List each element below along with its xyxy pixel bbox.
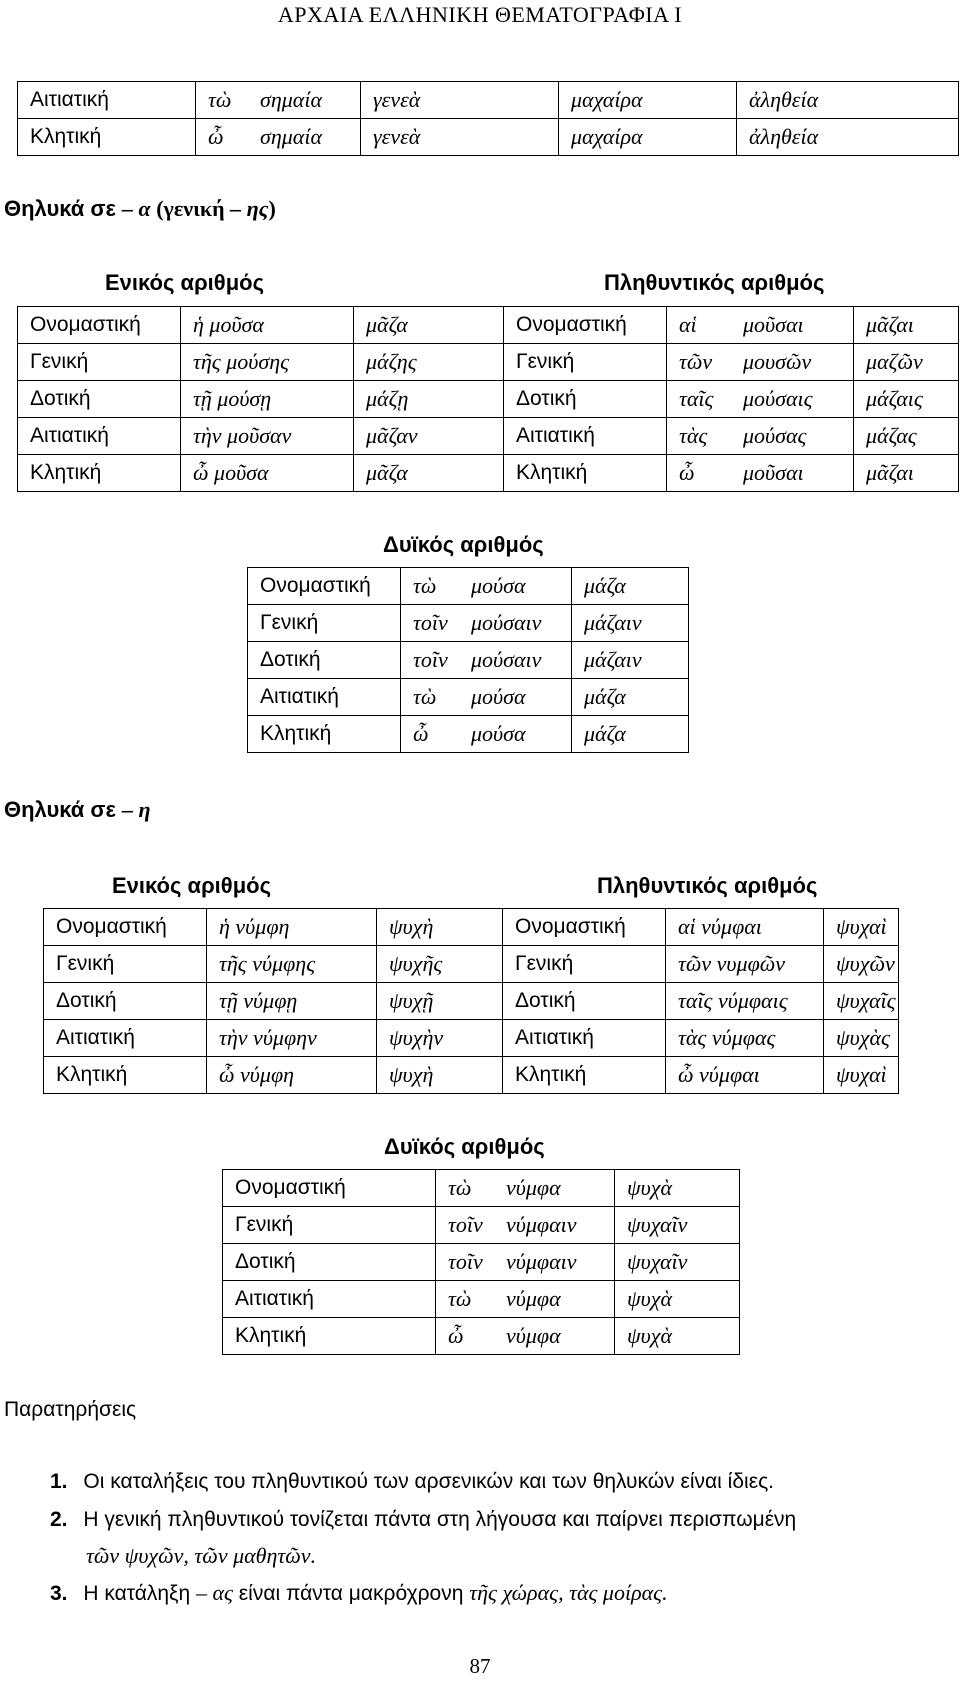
word-cell: μοῦσαι: [731, 307, 854, 344]
word-cell: ψυχαῖς: [824, 983, 899, 1020]
article: τοῖν: [436, 1207, 501, 1244]
word-cell: ψυχῶν: [824, 946, 899, 983]
case-label: Ονομαστική: [504, 307, 667, 344]
plural-label: Πληθυντικός αριθμός: [597, 873, 818, 898]
word-cell: μάζαιν: [572, 642, 689, 679]
word-cell: ἡ νύμφη: [207, 909, 377, 946]
word-cell: τῆς μούσης: [181, 344, 354, 381]
word-cell: τῇ μούσῃ: [181, 381, 354, 418]
table-row: [248, 642, 689, 679]
table-row: [44, 1057, 899, 1094]
word-cell: μαχαίρα: [559, 82, 737, 119]
case-label: Ονομαστική: [223, 1170, 436, 1207]
case-label: Αιτιατική: [44, 1020, 207, 1057]
eta-declension-table: [43, 908, 899, 1094]
article: ὦ: [401, 716, 466, 753]
table-row: [18, 119, 959, 156]
eta-dual-table: [222, 1169, 740, 1355]
case-label: Γενική: [503, 946, 666, 983]
table-row: [248, 716, 689, 753]
article: τοῖν: [401, 642, 466, 679]
word-cell: ὦ νύμφη: [207, 1057, 377, 1094]
case-label: Αιτιατική: [18, 82, 196, 119]
dual-label: Δυϊκός αριθμός: [384, 1134, 545, 1159]
word-cell: ψυχὴν: [377, 1020, 503, 1057]
case-label: Δοτική: [44, 983, 207, 1020]
article: τὼ: [436, 1170, 501, 1207]
table-row: [248, 568, 689, 605]
page-number: 87: [469, 1654, 491, 1678]
plural-label: Πληθυντικός αριθμός: [604, 270, 825, 295]
word-cell: μᾶζα: [354, 455, 504, 492]
case-label: Αιτιατική: [248, 679, 401, 716]
case-label: Δοτική: [18, 381, 181, 418]
word-cell: ψυχαὶ: [824, 909, 899, 946]
case-label: Δοτική: [248, 642, 401, 679]
word-cell: μάζαιν: [572, 605, 689, 642]
case-label: Δοτική: [504, 381, 667, 418]
table-row: [223, 1170, 740, 1207]
case-label: Κλητική: [223, 1318, 436, 1355]
case-label: Ονομαστική: [248, 568, 401, 605]
note-3: 3. Η κατάληξη – ας είναι πάντα μακρόχρονη τῆς χώρας, τὰς μοίρας.: [50, 1580, 668, 1605]
case-label: Γενική: [223, 1207, 436, 1244]
case-label: Ονομαστική: [18, 307, 181, 344]
table-row: [223, 1281, 740, 1318]
word-cell: ψυχὴ: [377, 909, 503, 946]
table-row: [18, 418, 959, 455]
table-row: [44, 909, 899, 946]
table-row: [18, 455, 959, 492]
word-cell: ψυχῇ: [377, 983, 503, 1020]
word-cell: ψυχαῖν: [615, 1207, 740, 1244]
case-label: Αιτιατική: [504, 418, 667, 455]
article: ὦ: [196, 119, 249, 156]
word-cell: γενεὰ: [361, 82, 559, 119]
word-cell: μάζαις: [854, 381, 959, 418]
table-row: [44, 946, 899, 983]
word-cell: ὦ μοῦσα: [181, 455, 354, 492]
table-row: [44, 983, 899, 1020]
word-cell: μάζα: [572, 568, 689, 605]
case-label: Κλητική: [504, 455, 667, 492]
note-2: 2. Η γενική πληθυντικού τονίζεται πάντα στη λήγουσα και παίρνει περισπωμένη: [50, 1508, 797, 1531]
word-cell: τὰς νύμφας: [666, 1020, 824, 1057]
word-cell: μᾶζαι: [854, 307, 959, 344]
case-label: Αιτιατική: [18, 418, 181, 455]
table-row: [18, 307, 959, 344]
article: τὼ: [196, 82, 249, 119]
word-cell: νύμφα: [500, 1170, 615, 1207]
article: τὼ: [436, 1281, 501, 1318]
page-header: ΑΡΧΑΙΑ ΕΛΛΗΝΙΚΗ ΘΕΜΑΤΟΓΡΑΦΙΑ Ι: [277, 2, 683, 27]
case-label: Γενική: [18, 344, 181, 381]
word-cell: ὦ νύμφαι: [666, 1057, 824, 1094]
case-label: Κλητική: [44, 1057, 207, 1094]
word-cell: ψυχὰ: [615, 1318, 740, 1355]
word-cell: μάζης: [354, 344, 504, 381]
table-row: [223, 1318, 740, 1355]
note-2-example: τῶν ψυχῶν, τῶν μαθητῶν.: [86, 1543, 317, 1568]
word-cell: γενεὰ: [361, 119, 559, 156]
word-cell: ψυχαῖν: [615, 1244, 740, 1281]
case-label: Κλητική: [503, 1057, 666, 1094]
word-cell: ψυχῆς: [377, 946, 503, 983]
article: τὼ: [401, 568, 466, 605]
word-cell: μούσαις: [731, 381, 854, 418]
word-cell: σημαία: [248, 119, 361, 156]
word-cell: ψυχὰς: [824, 1020, 899, 1057]
article: τοῖν: [401, 605, 466, 642]
word-cell: μουσῶν: [731, 344, 854, 381]
word-cell: μάζῃ: [354, 381, 504, 418]
case-label: Γενική: [504, 344, 667, 381]
case-label: Κλητική: [248, 716, 401, 753]
word-cell: τῇ νύμφῃ: [207, 983, 377, 1020]
word-cell: μούσα: [465, 568, 572, 605]
word-cell: νύμφα: [500, 1281, 615, 1318]
word-cell: μούσα: [465, 679, 572, 716]
table-row: [18, 381, 959, 418]
word-cell: ψυχὰ: [615, 1170, 740, 1207]
alpha-dual-table: [247, 567, 689, 753]
table-row: [18, 82, 959, 119]
word-cell: μούσαιν: [465, 605, 572, 642]
case-label: Κλητική: [18, 455, 181, 492]
word-cell: μάζα: [572, 716, 689, 753]
article: τῶν: [667, 344, 732, 381]
article: τοῖν: [436, 1244, 501, 1281]
section-title-eta: Θηλυκά σε – η: [4, 797, 151, 822]
article: ὦ: [667, 455, 732, 492]
case-label: Δοτική: [223, 1244, 436, 1281]
dual-label: Δυϊκός αριθμός: [383, 532, 544, 557]
case-label: Κλητική: [18, 119, 196, 156]
word-cell: μᾶζαν: [354, 418, 504, 455]
article: ταῖς: [667, 381, 732, 418]
word-cell: μούσαιν: [465, 642, 572, 679]
case-label: Ονομαστική: [503, 909, 666, 946]
case-label: Ονομαστική: [44, 909, 207, 946]
case-label: Γενική: [248, 605, 401, 642]
word-cell: νύμφαιν: [500, 1207, 615, 1244]
word-cell: τῶν νυμφῶν: [666, 946, 824, 983]
word-cell: ἀληθεία: [737, 82, 959, 119]
word-cell: ἡ μοῦσα: [181, 307, 354, 344]
word-cell: μούσας: [731, 418, 854, 455]
word-cell: μούσα: [465, 716, 572, 753]
word-cell: αἱ νύμφαι: [666, 909, 824, 946]
word-cell: μαχαίρα: [559, 119, 737, 156]
case-label: Γενική: [44, 946, 207, 983]
top-declension-table: [17, 81, 959, 156]
case-label: Δοτική: [503, 983, 666, 1020]
word-cell: τὴν νύμφην: [207, 1020, 377, 1057]
table-row: [223, 1207, 740, 1244]
word-cell: σημαία: [248, 82, 361, 119]
word-cell: μάζας: [854, 418, 959, 455]
word-cell: νύμφα: [500, 1318, 615, 1355]
table-row: [248, 605, 689, 642]
word-cell: τὴν μοῦσαν: [181, 418, 354, 455]
word-cell: ψυχαὶ: [824, 1057, 899, 1094]
word-cell: μοῦσαι: [731, 455, 854, 492]
article: αἱ: [667, 307, 732, 344]
word-cell: μᾶζαι: [854, 455, 959, 492]
article: ὦ: [436, 1318, 501, 1355]
table-row: [44, 1020, 899, 1057]
table-row: [223, 1244, 740, 1281]
case-label: Αιτιατική: [503, 1020, 666, 1057]
word-cell: ταῖς νύμφαις: [666, 983, 824, 1020]
table-row: [18, 344, 959, 381]
article: τὰς: [667, 418, 732, 455]
word-cell: ἀληθεία: [737, 119, 959, 156]
word-cell: μάζα: [572, 679, 689, 716]
word-cell: μᾶζα: [354, 307, 504, 344]
section-title-alpha: Θηλυκά σε – α (γενική – ης): [4, 196, 276, 221]
word-cell: τῆς νύμφης: [207, 946, 377, 983]
case-label: Αιτιατική: [223, 1281, 436, 1318]
table-row: [248, 679, 689, 716]
singular-label: Ενικός αριθμός: [105, 270, 265, 295]
article: τὼ: [401, 679, 466, 716]
word-cell: ψυχὴ: [377, 1057, 503, 1094]
word-cell: ψυχὰ: [615, 1281, 740, 1318]
word-cell: μαζῶν: [854, 344, 959, 381]
notes-heading: Παρατηρήσεις: [4, 1398, 137, 1421]
singular-label: Ενικός αριθμός: [112, 873, 272, 898]
note-1: 1. Οι καταλήξεις του πληθυντικού των αρσενικών και των θηλυκών είναι ίδιες.: [50, 1470, 775, 1493]
word-cell: νύμφαιν: [500, 1244, 615, 1281]
alpha-declension-table: [17, 306, 959, 492]
